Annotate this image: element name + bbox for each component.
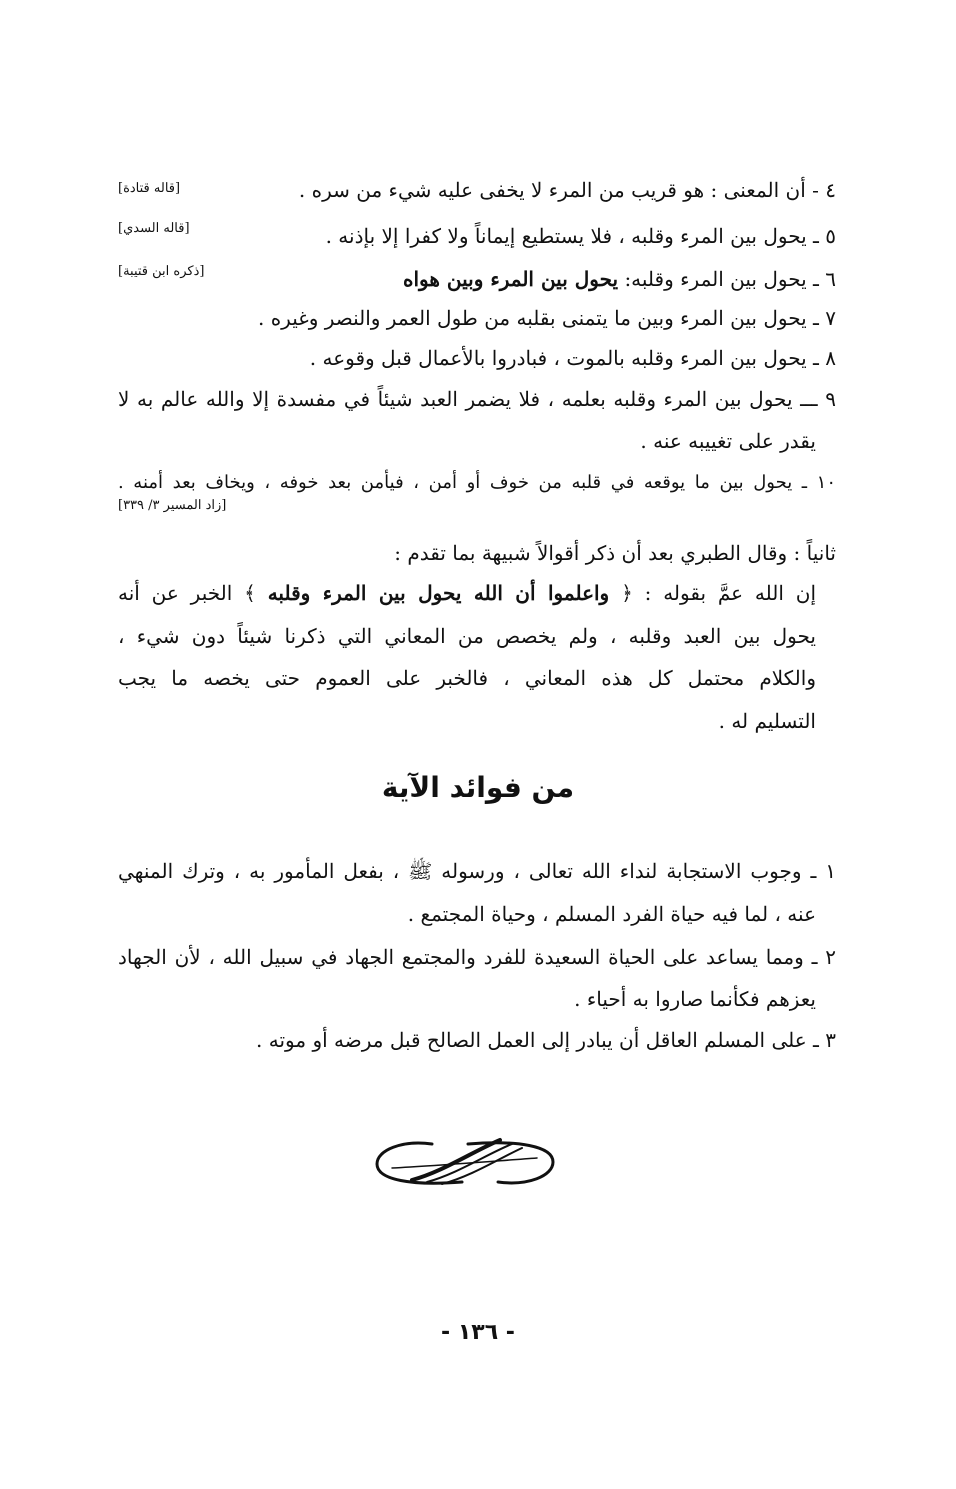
benefit-item-1-line2: عنه ، لما فيه حياة الفرد المسلم ، وحياة المجتمع . [407, 902, 816, 926]
flourish-divider-icon [372, 1132, 558, 1194]
benefit-item-2-line2: يعزهم فكأنما صاروا به أحياء . [574, 987, 816, 1011]
tabari-para-line3: والكلام محتمل كل هذه المعاني ، فالخبر على العموم حتى يخصه ما يجب [118, 666, 816, 690]
meaning-item-6-prefix: ٦ ـ يحول بين المرء وقلبه: [624, 267, 836, 291]
page-number: - ١٣٦ - [441, 1320, 515, 1345]
source-citation: [قاله قتادة] [118, 181, 181, 196]
meaning-item-6 [403, 264, 836, 294]
quran-quote: واعلموا أن الله يحول بين المرء وقلبه [267, 581, 610, 605]
meaning-item-10: ١٠ ـ يحول بين ما يوقعه في قلبه من خوف أو أمن ، فيأمن بعد خوفه ، ويخاف بعد أمنه . [118, 472, 836, 493]
benefit-item-1-line1: ١ ـ وجوب الاستجابة لنداء الله تعالى ، ورسوله ﷺ ، بفعل المأمور به ، وترك المنهي [118, 859, 836, 883]
tabari-para-line1 [118, 578, 816, 608]
meaning-item-9-line1: ٩ ـــ يحول بين المرء وقلبه بعلمه ، فلا يضمر العبد شيئاً في مفسدة إلا والله عالم به لا [118, 387, 836, 411]
meaning-item-7: ٧ ـ يحول بين المرء وبين ما يتمنى بقلبه من طول العمر والنصر وغيره . [257, 306, 836, 330]
tabari-para-line1-a: إن الله عمَّ بقوله : ﴿ [621, 581, 817, 605]
source-citation: [زاد المسير ٣/ ٣٣٩] [118, 498, 227, 513]
tabari-para-line2: يحول بين العبد وقلبه ، ولم يخصص من المعاني التي ذكرنا شيئاً دون شيء ، [118, 624, 816, 648]
benefit-item-2-line1: ٢ ـ ومما يساعد على الحياة السعيدة للفرد والمجتمع الجهاد في سبيل الله ، لأن الجهاد [118, 945, 836, 969]
meaning-item-5: ٥ ـ يحول بين المرء وقلبه ، فلا يستطيع إيماناً ولا كفرا إلا بإذنه . [325, 224, 836, 248]
section-title: من فوائد الآية [381, 771, 575, 804]
tabari-para-line1-b: ﴾ الخبر عن أنه [118, 581, 256, 605]
source-citation: [قاله السدي] [118, 221, 190, 236]
meaning-item-4: ٤ - أن المعنى : هو قريب من المرء لا يخفى عليه شيء من سره . [298, 178, 836, 202]
meaning-item-9-line2: يقدر على تغييبه عنه . [640, 429, 816, 453]
meaning-item-8: ٨ ـ يحول بين المرء وقلبه بالموت ، فبادروا بالأعمال قبل وقوعه . [309, 346, 836, 370]
tabari-heading: ثانياً : وقال الطبري بعد أن ذكر أقوالاً شبيهة بما تقدم : [394, 541, 836, 565]
benefit-item-3: ٣ ـ على المسلم العاقل أن يبادر إلى العمل الصالح قبل مرضه أو موته . [256, 1028, 836, 1052]
meaning-item-6-bold: يحول بين المرء وبين هواه [403, 267, 619, 291]
tabari-para-line4: التسليم له . [718, 709, 816, 733]
source-citation: [ذكره ابن قتيبة] [118, 264, 205, 279]
